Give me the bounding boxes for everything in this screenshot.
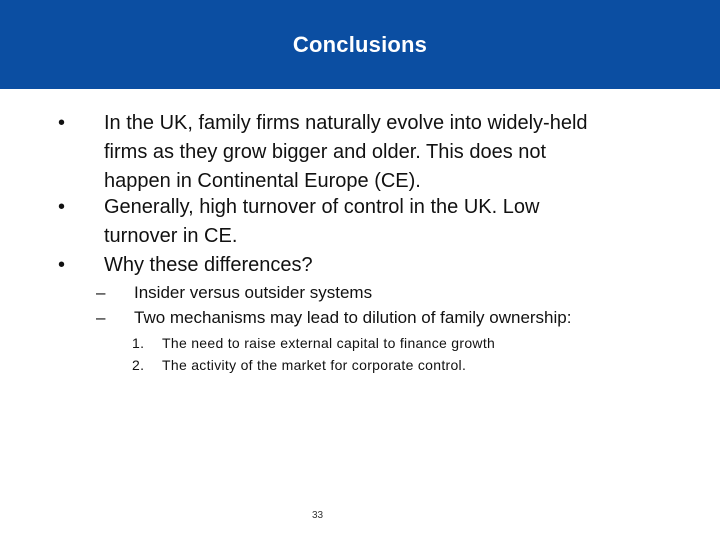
sub-item [96, 306, 572, 330]
bullet-line: firms as they grow bigger and older. This does not [104, 141, 547, 163]
sub-marker: – [96, 283, 106, 302]
numbered-item [132, 356, 467, 375]
sub-item [96, 281, 373, 305]
numbered-item [132, 334, 496, 353]
page-number: 33 [312, 510, 324, 521]
number-marker: 1. [132, 335, 145, 351]
numbered-text: The activity of the market for corporate control. [162, 357, 467, 373]
bullet-item [58, 109, 684, 196]
bullet-line: Why these differences? [104, 254, 313, 276]
sub-text: Insider versus outsider systems [134, 283, 373, 302]
sub-text: Two mechanisms may lead to dilution of family ownership: [134, 308, 572, 327]
sub-marker: – [96, 308, 106, 327]
bullet-item [58, 193, 684, 251]
bullet-marker: • [58, 254, 66, 276]
numbered-text: The need to raise external capital to finance growth [162, 335, 496, 351]
bullet-marker: • [58, 196, 66, 218]
bullet-line: Generally, high turnover of control in the UK. Low [104, 196, 540, 218]
bullet-line: In the UK, family firms naturally evolve into widely-held [104, 112, 588, 134]
slide-title: Conclusions [292, 31, 428, 57]
bullet-line: happen in Continental Europe (CE). [104, 170, 421, 192]
slide-header [0, 0, 720, 89]
number-marker: 2. [132, 357, 145, 373]
bullet-item [58, 251, 684, 280]
bullet-line: turnover in CE. [104, 225, 238, 247]
bullet-marker: • [58, 112, 66, 134]
